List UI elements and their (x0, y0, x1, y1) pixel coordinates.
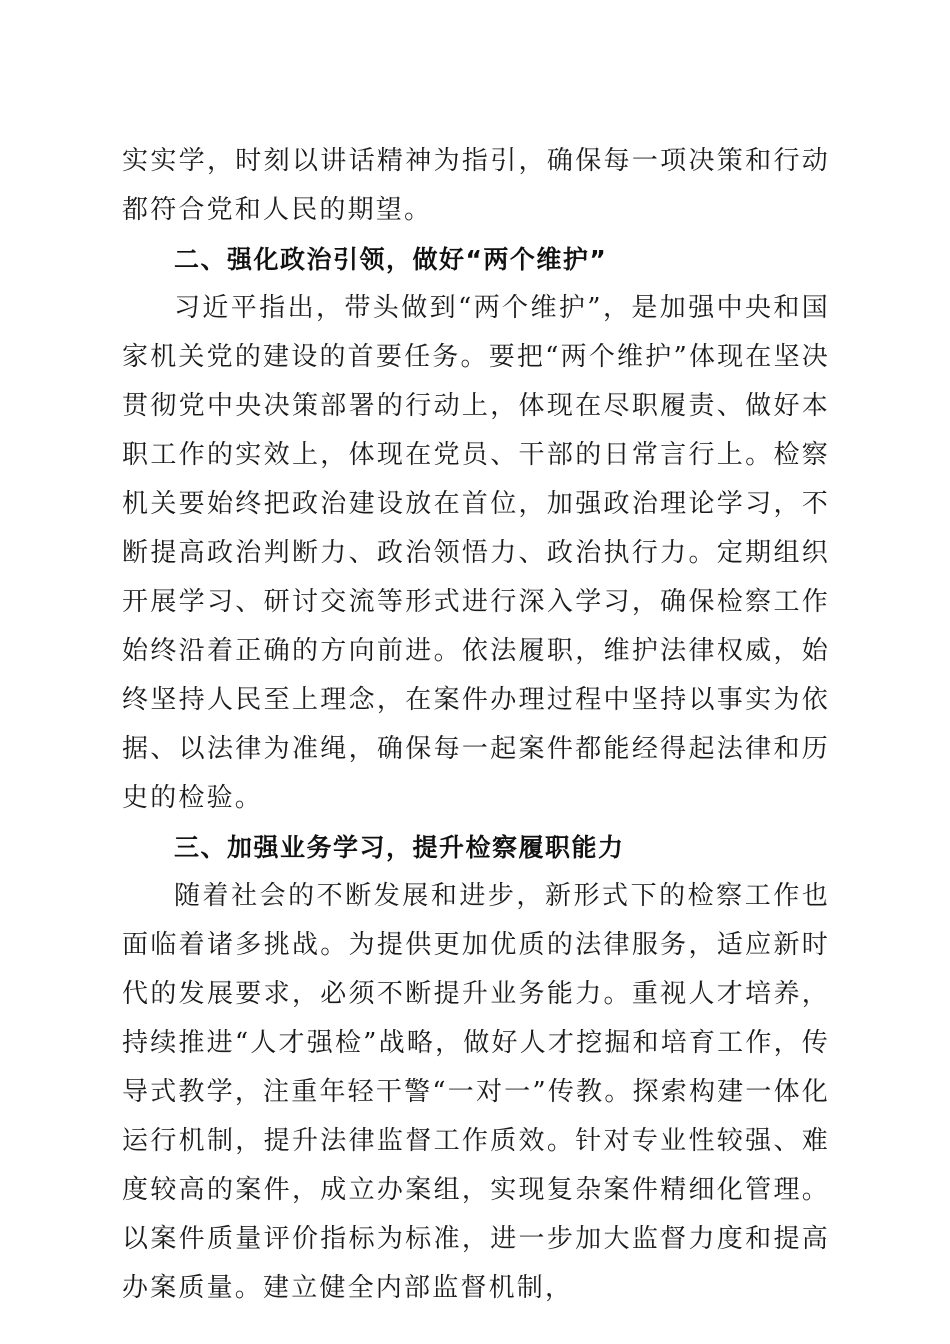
document-body (122, 137, 830, 1313)
section-three-paragraph: 随着社会的不断发展和进步，新形式下的检察工作也面临着诸多挑战。为提供更加优质的法律服务，适应新时代的发展要求，必须不断提升业务能力。重视人才培养，持续推进“人才强检”战略，做好人才挖掘和培育工作，传导式教学，注重年轻干警“一对一”传教。探索构建一体化运行机制，提升法律监督工作质效。针对专业性较强、难度较高的案件，成立办案组，实现复杂案件精细化管理。以案件质量评价指标为标准，进一步加大监督力度和提高办案质量。建立健全内部监督机制， (122, 881, 830, 1303)
section-two-heading: 二、强化政治引领，做好“两个维护” (174, 245, 608, 274)
continued-paragraph: 实实学，时刻以讲话精神为指引，确保每一项决策和行动都符合党和人民的期望。 (122, 146, 830, 225)
section-three-heading: 三、加强业务学习，提升检察履职能力 (174, 833, 625, 862)
section-two-paragraph: 习近平指出，带头做到“两个维护”，是加强中央和国家机关党的建设的首要任务。要把“两个维护”体现在坚决贯彻党中央决策部署的行动上，体现在尽职履责、做好本职工作的实效上，体现在党员、干部的日常言行上。检察机关要始终把政治建设放在首位，加强政治理论学习，不断提高政治判断力、政治领悟力、政治执行力。定期组织开展学习、研讨交流等形式进行深入学习，确保检察工作始终沿着正确的方向前进。依法履职，维护法律权威，始终坚持人民至上理念，在案件办理过程中坚持以事实为依据、以法律为准绳，确保每一起案件都能经得起法律和历史的检验。 (122, 293, 830, 813)
